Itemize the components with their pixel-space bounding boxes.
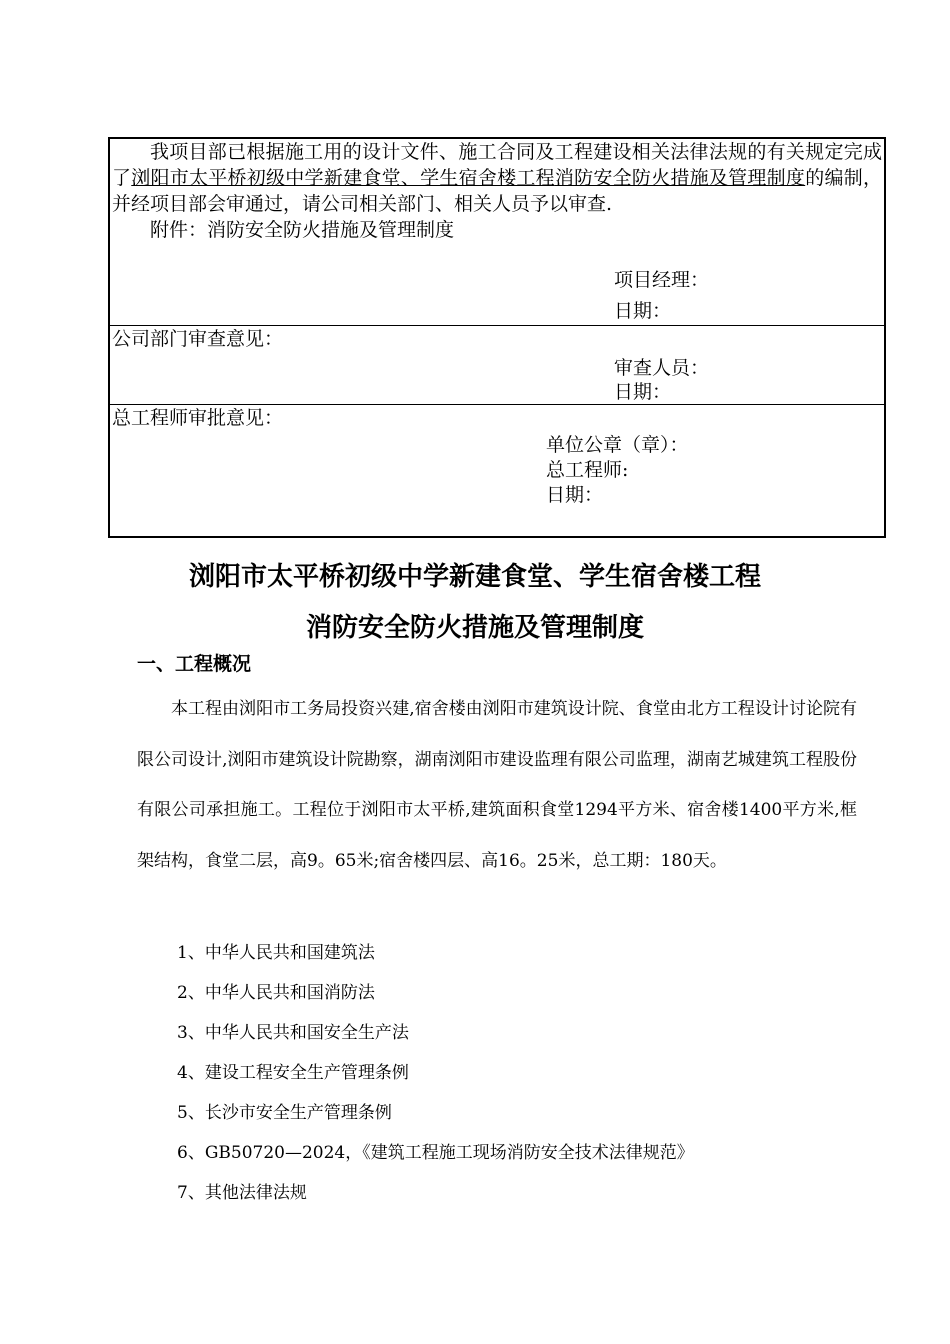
approval-form-table	[108, 137, 886, 538]
law-item: 1、中华人民共和国建筑法	[177, 943, 375, 963]
document-title-line2: 消防安全防火措施及管理制度	[305, 613, 644, 643]
law-item: 2、中华人民共和国消防法	[177, 983, 375, 1003]
law-item: 4、建设工程安全生产管理条例	[177, 1063, 409, 1083]
overview-paragraph: 本工程由浏阳市工务局投资兴建,宿舍楼由浏阳市建筑设计院、食堂由北方工程设计讨论院有限公司设计,浏阳市建筑设计院勘察，湖南浏阳市建设监理有限公司监理，湖南艺城建筑工程股份有限公司承担施工。工程位于浏阳市太平桥,建筑面积食堂1294平方米、宿舍楼1400平方米,框架结构，食堂二层，高9。65米;宿舍楼四层、高16。25米，总工期：180天。	[137, 699, 857, 871]
dept-review-cell	[110, 326, 884, 405]
chief-engineer-label: 总工程师:	[546, 459, 629, 481]
law-item: 3、中华人民共和国安全生产法	[177, 1023, 409, 1043]
law-item: 6、GB50720—2024，《建筑工程施工现场消防安全技术法律规范》	[177, 1143, 694, 1163]
document-title-line1: 浏阳市太平桥初级中学新建食堂、学生宿舍楼工程	[188, 562, 761, 592]
date-label-project: 日期：	[614, 300, 672, 322]
dept-review-label: 公司部门审查意见：	[112, 328, 284, 350]
date-label-chief: 日期：	[546, 484, 604, 506]
law-item: 5、长沙市安全生产管理条例	[177, 1103, 392, 1123]
project-name-underlined: 浏阳市太平桥初级中学新建食堂、学生宿舍楼工程	[131, 167, 555, 189]
project-manager-label: 项目经理：	[614, 269, 710, 291]
reviewer-label: 审查人员：	[614, 357, 710, 379]
law-list	[177, 940, 694, 1220]
date-label-review: 日期：	[614, 381, 672, 403]
chief-engineer-cell	[110, 405, 884, 536]
chief-engineer-opinion-label: 总工程师审批意见：	[112, 407, 284, 429]
intro-text-before: 我项目部已根据施工用的设计文件、施工合同及工程建设相关法律法规的有关规定完成了	[112, 141, 882, 189]
law-item: 7、其他法律法规	[177, 1183, 307, 1203]
intro-text-after: 的编制，并经项目部会审通过，请公司相关部门、相关人员予以审查.	[112, 167, 882, 215]
section-heading-overview: 一、工程概况	[137, 653, 252, 675]
submission-paragraph	[112, 139, 882, 217]
seal-label: 单位公章（章）：	[546, 434, 689, 456]
plan-name-underlined: 消防安全防火措施及管理制度	[554, 167, 806, 189]
submission-cell	[110, 139, 884, 326]
attachment-line: 附件：消防安全防火措施及管理制度	[150, 219, 455, 241]
